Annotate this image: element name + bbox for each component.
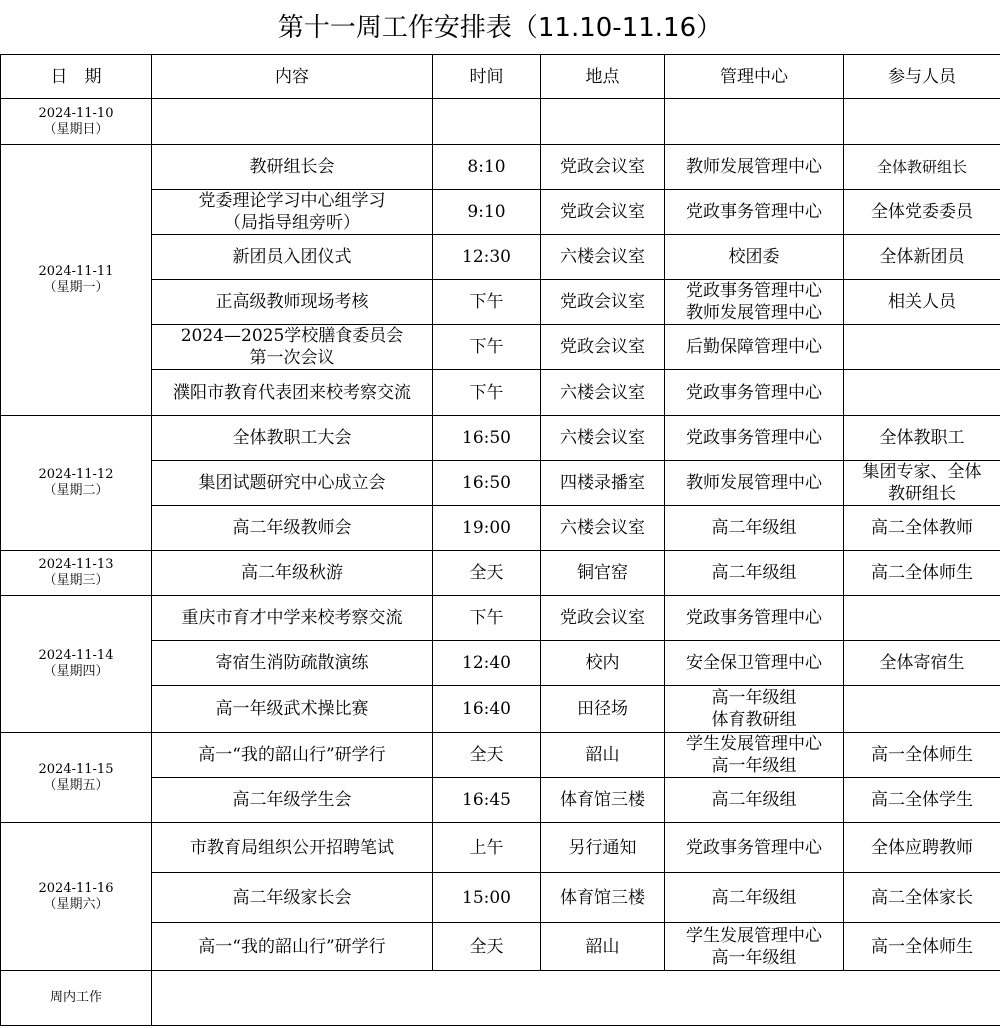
people-cell <box>844 823 1000 873</box>
people-line: 集团专家、全体 <box>862 462 982 482</box>
footer-label: 周内工作 <box>1 971 152 1026</box>
date-cell <box>1 145 152 416</box>
dept-cell <box>665 551 844 596</box>
dept-line: 安全保卫管理中心 <box>686 653 822 673</box>
date-cell <box>1 823 152 971</box>
content-cell <box>152 596 433 641</box>
time-cell: 12:30 <box>433 235 541 280</box>
time-cell <box>433 99 541 145</box>
time-cell: 9:10 <box>433 190 541 235</box>
dept-cell <box>665 235 844 280</box>
content-line: 高一“我的韶山行”研学行 <box>198 936 386 957</box>
date-text: 2024-11-15 <box>38 761 114 777</box>
dept-line: 党政事务管理中心 <box>686 281 822 301</box>
date-cell <box>1 551 152 596</box>
weekday-text: （星期五） <box>43 777 109 793</box>
content-cell <box>152 686 433 733</box>
schedule-table <box>0 54 1000 1026</box>
time-cell: 15:00 <box>433 873 541 923</box>
people-line: 全体寄宿生 <box>879 653 965 673</box>
content-cell <box>152 641 433 686</box>
content-line: 新团员入团仪式 <box>232 247 352 267</box>
date-text: 2024-11-16 <box>38 880 114 896</box>
dept-line: 党政事务管理中心 <box>686 608 822 628</box>
dept-line: 高二年级组 <box>711 790 797 810</box>
content-line: 濮阳市教育代表团来校考察交流 <box>173 382 411 403</box>
content-cell <box>152 370 433 416</box>
people-cell <box>844 416 1000 461</box>
place-cell: 党政会议室 <box>541 325 665 370</box>
page-title: 第十一周工作安排表（11.10-11.16） <box>277 13 723 43</box>
dept-line: 教师发展管理中心 <box>686 303 822 323</box>
content-line: 高二年级教师会 <box>232 518 352 538</box>
content-cell <box>152 778 433 823</box>
people-cell <box>844 235 1000 280</box>
content-cell <box>152 280 433 325</box>
place-cell: 体育馆三楼 <box>541 778 665 823</box>
date-text: 2024-11-10 <box>38 105 114 121</box>
people-line: 全体应聘教师 <box>871 837 973 858</box>
content-line: （局指导组旁听） <box>224 213 360 233</box>
place-cell: 六楼会议室 <box>541 235 665 280</box>
weekday-text: （星期三） <box>43 573 109 588</box>
time-cell: 下午 <box>433 596 541 641</box>
people-cell <box>844 923 1000 971</box>
people-line: 高一全体师生 <box>871 936 973 957</box>
header-content: 内容 <box>152 55 433 99</box>
people-cell <box>844 190 1000 235</box>
content-line: 寄宿生消防疏散演练 <box>215 653 369 673</box>
date-cell <box>1 733 152 823</box>
date-cell <box>1 596 152 733</box>
people-line: 高一全体师生 <box>871 745 973 765</box>
weekday-text: （星期日） <box>43 121 109 137</box>
dept-cell <box>665 99 844 145</box>
content-line: 高一“我的韶山行”研学行 <box>198 745 386 765</box>
place-cell: 铜官窑 <box>541 551 665 596</box>
dept-line: 党政事务管理中心 <box>686 428 822 448</box>
table-row <box>1 823 1000 873</box>
date-text: 2024-11-13 <box>38 557 114 572</box>
place-cell: 田径场 <box>541 686 665 733</box>
header-place: 地点 <box>541 55 665 99</box>
people-line: 全体新团员 <box>879 247 965 267</box>
time-cell: 全天 <box>433 733 541 778</box>
header-date: 日 期 <box>1 55 152 99</box>
time-cell: 16:40 <box>433 686 541 733</box>
content-line: 全体教职工大会 <box>232 428 352 448</box>
content-line: 市教育局组织公开招聘笔试 <box>190 837 394 858</box>
content-line: 高二年级学生会 <box>232 790 352 810</box>
dept-cell <box>665 190 844 235</box>
dept-cell <box>665 686 844 733</box>
dept-line: 党政事务管理中心 <box>686 382 822 403</box>
place-cell: 四楼录播室 <box>541 461 665 506</box>
time-cell: 全天 <box>433 923 541 971</box>
people-line: 全体党委委员 <box>871 202 973 222</box>
content-cell <box>152 416 433 461</box>
weekday-text: （星期四） <box>43 664 109 679</box>
people-line: 相关人员 <box>888 292 956 312</box>
people-cell <box>844 733 1000 778</box>
date-cell <box>1 416 152 551</box>
content-cell <box>152 823 433 873</box>
dept-cell <box>665 923 844 971</box>
people-line: 高二全体家长 <box>871 887 973 908</box>
time-cell: 12:40 <box>433 641 541 686</box>
header-time: 时间 <box>433 55 541 99</box>
dept-line: 体育教研组 <box>711 710 797 730</box>
place-cell: 六楼会议室 <box>541 370 665 416</box>
dept-line: 学生发展管理中心 <box>686 734 822 754</box>
place-cell: 党政会议室 <box>541 596 665 641</box>
dept-line: 党政事务管理中心 <box>686 837 822 858</box>
time-cell: 下午 <box>433 280 541 325</box>
time-cell: 下午 <box>433 325 541 370</box>
place-cell: 校内 <box>541 641 665 686</box>
people-line: 教研组长 <box>888 484 956 504</box>
content-cell <box>152 506 433 551</box>
place-cell: 另行通知 <box>541 823 665 873</box>
table-row <box>1 733 1000 778</box>
people-cell <box>844 325 1000 370</box>
content-cell <box>152 235 433 280</box>
content-line: 重庆市育才中学来校考察交流 <box>181 608 403 628</box>
place-cell: 六楼会议室 <box>541 416 665 461</box>
dept-cell <box>665 145 844 190</box>
dept-cell <box>665 416 844 461</box>
place-cell: 体育馆三楼 <box>541 873 665 923</box>
content-cell <box>152 873 433 923</box>
table-row <box>1 416 1000 461</box>
dept-line: 后勤保障管理中心 <box>686 337 822 357</box>
dept-cell <box>665 778 844 823</box>
header-row <box>1 55 1000 99</box>
dept-line: 高一年级组 <box>711 947 797 968</box>
people-cell <box>844 596 1000 641</box>
weekday-text: （星期六） <box>43 896 109 912</box>
content-line: 高二年级家长会 <box>232 887 352 908</box>
footer-content <box>152 971 1000 1026</box>
content-cell <box>152 733 433 778</box>
content-cell <box>152 99 433 145</box>
table-row <box>1 596 1000 641</box>
dept-line: 教师发展管理中心 <box>686 473 822 493</box>
people-cell <box>844 506 1000 551</box>
people-cell <box>844 461 1000 506</box>
dept-cell <box>665 506 844 551</box>
dept-line: 高二年级组 <box>711 887 797 908</box>
content-line: 党委理论学习中心组学习 <box>198 191 386 211</box>
dept-line: 党政事务管理中心 <box>686 202 822 222</box>
content-line: 第一次会议 <box>249 348 335 368</box>
table-row <box>1 145 1000 190</box>
footer-row <box>1 971 1000 1026</box>
time-cell: 16:45 <box>433 778 541 823</box>
place-cell: 党政会议室 <box>541 190 665 235</box>
date-text: 2024-11-14 <box>38 648 114 663</box>
people-cell <box>844 778 1000 823</box>
header-people: 参与人员 <box>844 55 1000 99</box>
people-cell <box>844 686 1000 733</box>
content-line: 2024—2025学校膳食委员会 <box>180 326 404 346</box>
date-text: 2024-11-12 <box>38 467 114 482</box>
dept-line: 高二年级组 <box>711 563 797 583</box>
header-dept: 管理中心 <box>665 55 844 99</box>
people-line: 高二全体学生 <box>871 790 973 810</box>
dept-cell <box>665 823 844 873</box>
dept-cell <box>665 280 844 325</box>
dept-line: 高二年级组 <box>711 518 797 538</box>
content-cell <box>152 145 433 190</box>
dept-cell <box>665 733 844 778</box>
place-cell: 党政会议室 <box>541 145 665 190</box>
content-line: 正高级教师现场考核 <box>215 292 369 312</box>
people-cell <box>844 370 1000 416</box>
content-line: 教研组长会 <box>249 157 335 177</box>
date-cell <box>1 99 152 145</box>
content-cell <box>152 923 433 971</box>
time-cell: 16:50 <box>433 416 541 461</box>
time-cell: 上午 <box>433 823 541 873</box>
table-row <box>1 99 1000 145</box>
people-cell <box>844 99 1000 145</box>
time-cell: 全天 <box>433 551 541 596</box>
dept-cell <box>665 873 844 923</box>
dept-cell <box>665 641 844 686</box>
time-cell: 19:00 <box>433 506 541 551</box>
people-line: 全体教职工 <box>879 428 965 448</box>
time-cell: 16:50 <box>433 461 541 506</box>
people-cell <box>844 280 1000 325</box>
people-cell <box>844 551 1000 596</box>
place-cell: 韶山 <box>541 923 665 971</box>
people-cell <box>844 145 1000 190</box>
table-row <box>1 551 1000 596</box>
people-line: 高二全体师生 <box>871 563 973 583</box>
content-line: 高二年级秋游 <box>241 563 343 583</box>
weekday-text: （星期二） <box>43 483 109 498</box>
dept-cell <box>665 370 844 416</box>
people-cell <box>844 641 1000 686</box>
content-cell <box>152 551 433 596</box>
place-cell <box>541 99 665 145</box>
dept-line: 高一年级组 <box>711 756 797 776</box>
people-line: 高二全体教师 <box>871 518 973 538</box>
content-line: 高一年级武术操比赛 <box>215 699 369 719</box>
time-cell: 8:10 <box>433 145 541 190</box>
schedule-body <box>1 99 1000 1026</box>
dept-cell <box>665 596 844 641</box>
dept-line: 学生发展管理中心 <box>686 925 822 946</box>
date-text: 2024-11-11 <box>38 264 114 279</box>
content-line: 集团试题研究中心成立会 <box>198 473 386 493</box>
dept-cell <box>665 461 844 506</box>
weekday-text: （星期一） <box>43 280 109 295</box>
dept-cell <box>665 325 844 370</box>
content-cell <box>152 190 433 235</box>
content-cell <box>152 325 433 370</box>
dept-line: 高一年级组 <box>711 688 797 708</box>
place-cell: 六楼会议室 <box>541 506 665 551</box>
time-cell: 下午 <box>433 370 541 416</box>
place-cell: 党政会议室 <box>541 280 665 325</box>
place-cell: 韶山 <box>541 733 665 778</box>
content-cell <box>152 461 433 506</box>
people-line: 全体教研组长 <box>876 158 967 176</box>
people-cell <box>844 873 1000 923</box>
dept-line: 校团委 <box>728 247 780 267</box>
dept-line: 教师发展管理中心 <box>686 157 822 177</box>
